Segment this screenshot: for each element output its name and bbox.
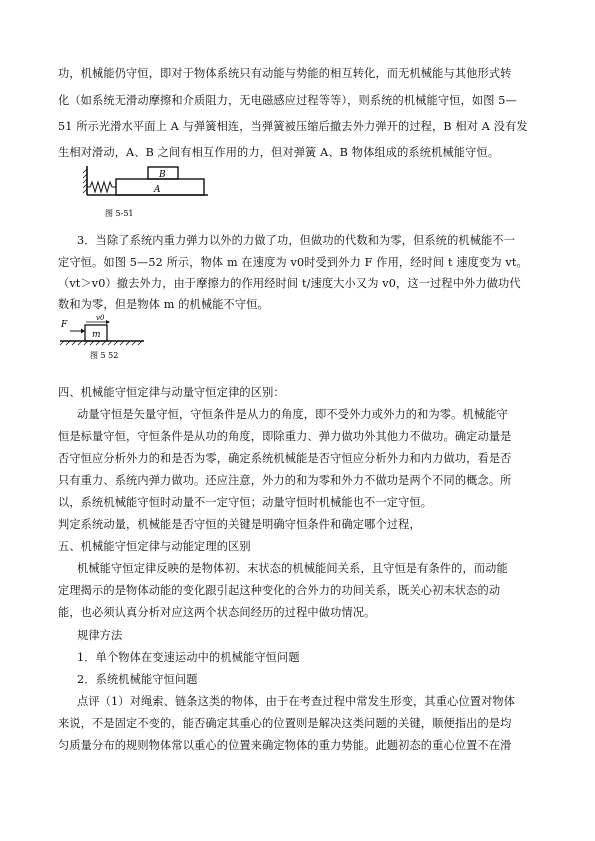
method-item: 1．单个物体在变速运动中的机械能守恒问题 [77, 651, 300, 664]
label-f: F [61, 320, 68, 330]
method-item: 2．系统机械能守恒问题 [77, 673, 198, 686]
text-line: 能，也必须认真分析对应这两个状态间经历的过程中做功情况。 [58, 606, 376, 619]
text-line: 只有重力、系统内弹力做功。还应注意，外力的和为零和外力不做功是两个不同的概念。所 [58, 474, 512, 487]
text-line: 匀质量分布的规则物体常以重心的位置来确定物体的重力势能。此题初态的重心位置不在滑 [58, 739, 512, 752]
text-line: 机械能守恒定律反映的是物体初、末状态的机械能间关系，且守恒是有条件的，而动能 [77, 562, 508, 575]
label-a: A [154, 185, 161, 195]
text-line: 生相对滑动，A、B 之间有相互作用的力，但对弹簧 A、B 物体组成的系统机械能守恒。 [58, 146, 500, 159]
text-line: 51 所示光滑水平面上 A 与弹簧相连，当弹簧被压缩后撤去外力弹开的过程，B 相对 A 没有发 [58, 120, 528, 133]
figure-caption: 图 5-51 [105, 209, 134, 218]
text-line: （vt＞v0）撤去外力，由于摩擦力的作用经时间 t/速度大小又为 v0，这一过程中外力做功代 [58, 277, 521, 290]
figure-caption: 图 5 52 [90, 351, 119, 360]
label-v0: v0 [96, 314, 105, 322]
text-line: 定理揭示的是物体动能的变化跟引起这种变化的合外力的功间关系，既关心初末状态的动 [58, 584, 501, 597]
figure-5-51 [80, 163, 210, 225]
text-line: 定守恒。如图 5—52 所示，物体 m 在速度为 v0时受到外力 F 作用，经时间 t 速度变为 vt。 [58, 256, 528, 269]
figure-5-52 [58, 312, 148, 362]
velocity-arrowhead [106, 320, 110, 324]
text-line: 判定系统动量，机械能是否守恒的关键是明确守恒条件和确定哪个过程， [58, 518, 421, 531]
text-line: 功，机械能仍守恒，即对于物体系统只有动能与势能的相互转化，而无机械能与其他形式转 [58, 67, 512, 80]
text-line: 点评（1）对绳索、链条这类的物体，由于在考查过程中常发生形变，其重心位置对物体 [77, 695, 516, 708]
method-title: 规律方法 [77, 629, 123, 642]
text-line: 3．当除了系统内重力弹力以外的力做了功，但做功的代数和为零，但系统的机械能不一 [77, 234, 516, 247]
label-m: m [92, 330, 101, 340]
text-line: 否守恒应分析外力的和是否为零，确定系统机械能是否守恒应分析外力和内力做功，看是否 [58, 452, 512, 465]
text-line: 来说，不是固定不变的，能否确定其重心的位置则是解决这类问题的关键，顺便指出的是均 [58, 717, 512, 730]
text-line: 恒是标量守恒，守恒条件是从功的角度，即除重力、弹力做功外其他力不做功。确定动量是 [58, 430, 512, 443]
text-line: 数和为零，但是物体 m 的机械能不守恒。 [58, 298, 269, 311]
label-b: B [159, 170, 166, 180]
text-line: 动量守恒是矢量守恒，守恒条件是从力的角度，即不受外力或外力的和为零。机械能守 [77, 408, 508, 421]
section-heading: 五、机械能守恒定律与动能定理的区别 [58, 540, 251, 553]
text-line: 化（如系统无滑动摩擦和介质阻力，无电磁感应过程等等），则系统的机械能守恒，如图 5— [58, 94, 517, 107]
section-heading: 四、机械能守恒定律与动量守恒定律的区别： [58, 386, 285, 399]
spring [87, 182, 116, 192]
text-line: 以，系统机械能守恒时动量不一定守恒；动量守恒时机械能也不一定守恒。 [58, 496, 433, 509]
